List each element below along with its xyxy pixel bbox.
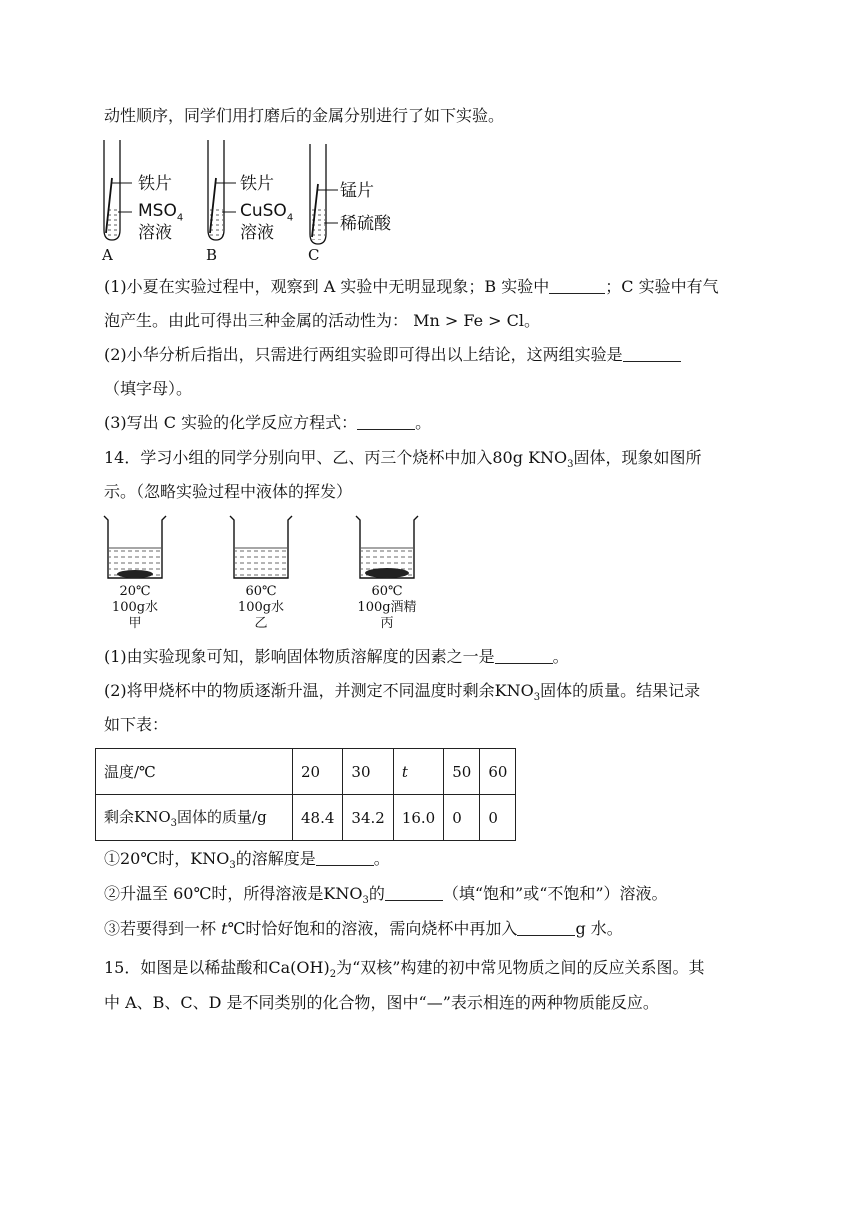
test-tube-a — [104, 140, 132, 240]
q14-sub2: ②升温至 60℃时，所得溶液是$KNO_3$的 （填“饱和”或“不饱和”）溶液。 — [104, 884, 668, 907]
q14-part1: (1)由实验现象可知，影响固体物质溶解度的因素之一是 。 — [104, 647, 569, 666]
tube-a-letter: A — [102, 246, 113, 264]
table-cell: t — [393, 749, 443, 795]
answer-blank[interactable] — [517, 921, 575, 936]
tube-c-metal-label: 锰片 — [340, 181, 374, 201]
table-cell: 20 — [293, 749, 343, 795]
table-cell: 60 — [480, 749, 516, 795]
tube-b-solution-label-2: 溶液 — [240, 223, 274, 243]
tube-c-letter: C — [308, 246, 320, 264]
solubility-table — [95, 748, 516, 841]
answer-blank[interactable] — [623, 347, 681, 362]
beaker-diagram — [100, 512, 420, 584]
answer-blank[interactable] — [495, 649, 553, 664]
q13-part2-line1: (2)小华分析后指出，只需进行两组实验即可得出以上结论，这两组实验是 — [104, 345, 681, 365]
tube-a-metal-label: 铁片 — [138, 174, 172, 194]
table-cell: 16.0 — [393, 795, 443, 841]
q13-part2-line2: （填字母）。 — [104, 379, 193, 398]
table-cell: 48.4 — [293, 795, 343, 841]
table-row — [96, 749, 516, 795]
table-cell: 0 — [444, 795, 480, 841]
answer-blank[interactable] — [385, 886, 443, 901]
table-header-mass: 剩余$KNO_3$固体的质量/g — [96, 795, 293, 841]
answer-blank[interactable] — [357, 415, 415, 430]
q15-line1: 15．如图是以稀盐酸和$Ca(OH)_2$为“双核”构建的初中常见物质之间的反应关系图。其 — [104, 958, 705, 981]
q13-part1-line2: 泡产生。由此可得出三种金属的活动性为： Mn > Fe > Cl。 — [104, 311, 541, 330]
beaker-jia-caption: 20℃ 100g水 甲 — [111, 584, 159, 631]
beaker-bing — [356, 516, 418, 578]
beaker-bing-caption: 60℃ 100g酒精 丙 — [357, 584, 417, 631]
q14-part2-line2: 如下表： — [104, 715, 169, 734]
test-tube-b — [208, 140, 236, 240]
tube-a-solution-label: $MSO_4$ — [138, 201, 184, 224]
table-cell: 0 — [480, 795, 516, 841]
q14-sub1: ①20℃时，$KNO_3$的溶解度是 。 — [104, 849, 390, 872]
table-cell: 30 — [343, 749, 393, 795]
table-header-temp: 温度/℃ — [96, 749, 293, 795]
tube-b-metal-label: 铁片 — [240, 174, 274, 194]
tube-b-solution-label: CuSO$_4$ — [240, 201, 294, 224]
q13-part1-line1: (1)小夏在实验过程中，观察到 A 实验中无明显现象；B 实验中 ；C 实验中有气 — [104, 277, 719, 296]
q15-line2: 中 A、B、C、D 是不同类别的化合物，图中“—”表示相连的两种物质能反应。 — [104, 993, 659, 1012]
table-cell: 34.2 — [343, 795, 393, 841]
tube-b-letter: B — [206, 246, 218, 264]
answer-blank[interactable] — [549, 279, 605, 294]
activity-formula: Mn > Fe > Cl — [413, 311, 525, 330]
q13-part3: (3)写出 C 实验的化学反应方程式： 。 — [104, 413, 432, 432]
q14-stem-line2: 示。（忽略实验过程中液体的挥发） — [104, 482, 353, 501]
q14-part2-line1: (2)将甲烧杯中的物质逐渐升温，并测定不同温度时剩余$KNO_3$固体的质量。结果记录 — [104, 681, 701, 704]
answer-blank[interactable] — [316, 851, 374, 866]
beaker-yi — [230, 516, 292, 578]
tube-a-solution-label-2: 溶液 — [138, 223, 172, 243]
intro-text: 动性顺序，同学们用打磨后的金属分别进行了如下实验。 — [104, 106, 505, 125]
table-row — [96, 795, 516, 841]
test-tube-c — [310, 144, 338, 244]
beaker-yi-caption: 60℃ 100g水 乙 — [237, 584, 285, 631]
table-cell: 50 — [444, 749, 480, 795]
beaker-jia — [104, 516, 166, 578]
q14-sub3: ③若要得到一杯 t℃时恰好饱和的溶液，需向烧杯中再加入 g 水。 — [104, 919, 623, 938]
tube-c-solution-label: 稀硫酸 — [340, 214, 391, 234]
q14-stem-line1: 14．学习小组的同学分别向甲、乙、丙三个烧杯中加入80g $KNO_3$固体，现象如图所 — [104, 448, 702, 471]
